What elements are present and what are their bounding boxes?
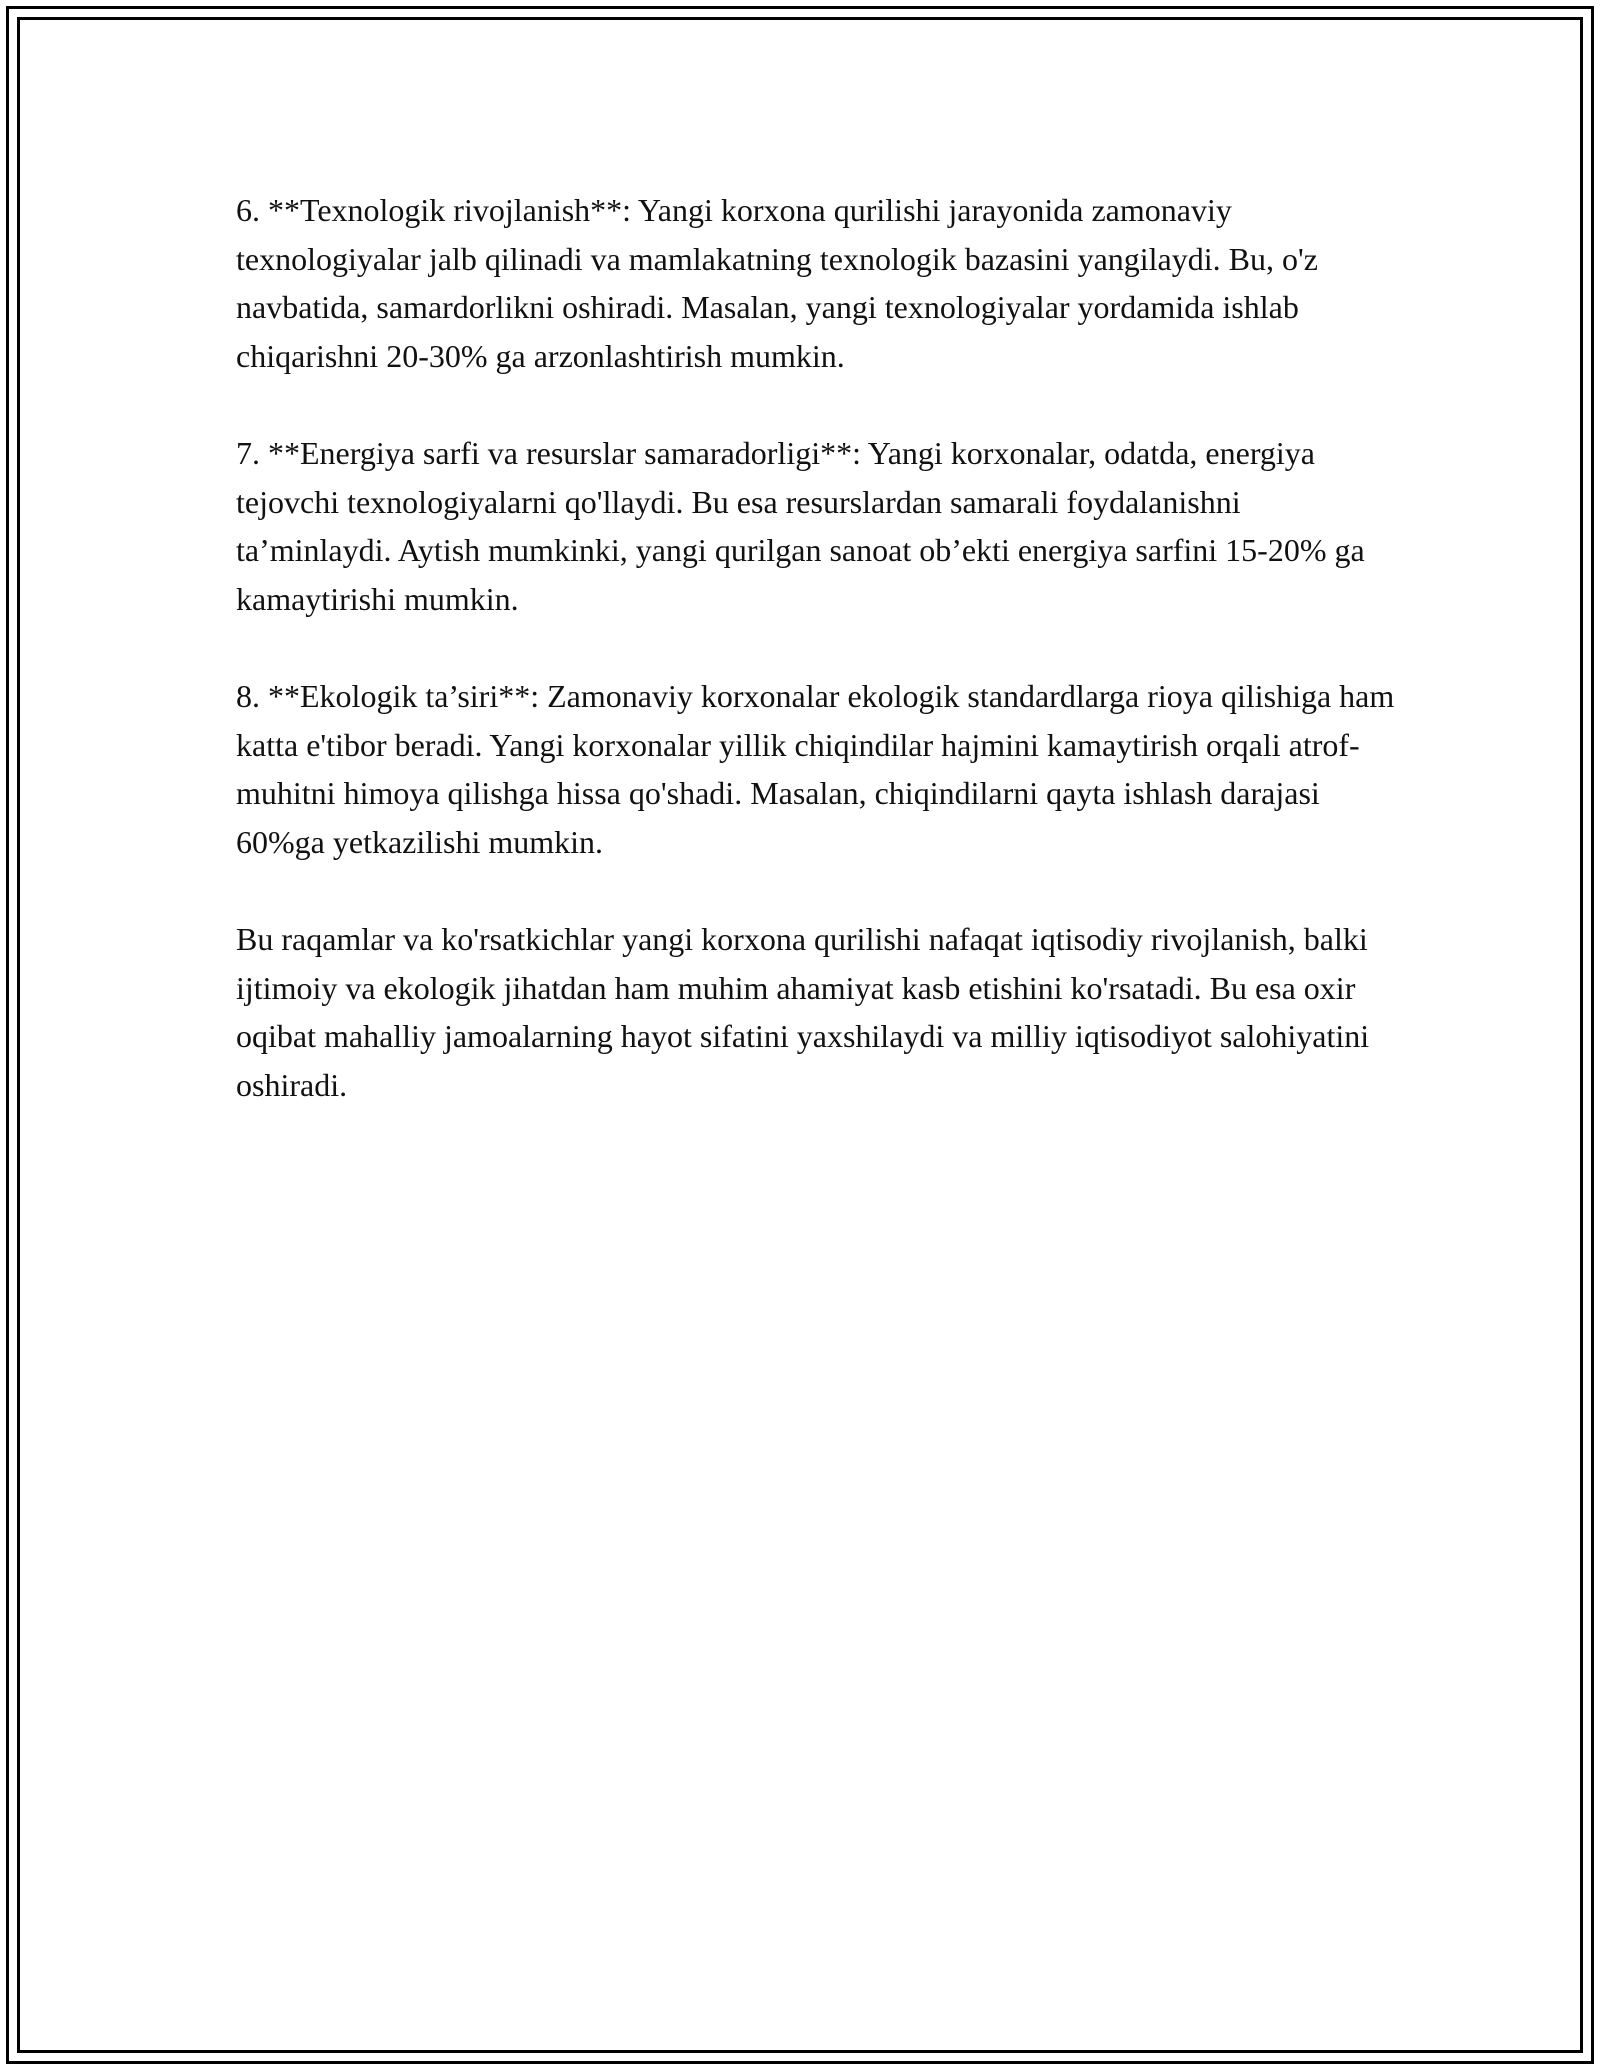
- paragraph-technological-development: 6. **Texnologik rivojlanish**: Yangi korxona qurilishi jarayonida zamonaviy texnologiyalar jalb qilinadi va mamlakatning texnologik bazasini yangilaydi. Bu, o'z navbatida, samardorlikni oshiradi. Masalan, yangi texnologiyalar yordamida ishlab chiqarishni 20-30% ga arzonlashtirish mumkin.: [236, 192, 1318, 374]
- paragraph-conclusion: Bu raqamlar va ko'rsatkichlar yangi korxona qurilishi nafaqat iqtisodiy rivojlanish, balki ijtimoiy va ekologik jihatdan ham muhim ahamiyat kasb etishini ko'rsatadi. Bu esa oxir oqibat mahalliy jamoalarning hayot sifatini yaxshilaydi va milliy iqtisodiyot salohiyatini oshiradi.: [236, 921, 1370, 1103]
- paragraph-energy-efficiency: 7. **Energiya sarfi va resurslar samaradorligi**: Yangi korxonalar, odatda, energiya tejovchi texnologiyalarni qo'llaydi. Bu esa resurslardan samarali foydalanishni ta’minlaydi. Aytish mumkinki, yangi qurilgan sanoat ob’ekti energiya sarfini 15-20% ga kamaytirishi mumkin.: [236, 435, 1365, 617]
- document-body: [236, 186, 1396, 1109]
- paragraph-ecological-impact: 8. **Ekologik ta’siri**: Zamonaviy korxonalar ekologik standardlarga rioya qilishiga ham katta e'tibor beradi. Yangi korxonalar yillik chiqindilar hajmini kamaytirish orqali atrof-muhitni himoya qilishga hissa qo'shadi. Masalan, chiqindilarni qayta ishlash darajasi 60%ga yetkazilishi mumkin.: [236, 678, 1395, 860]
